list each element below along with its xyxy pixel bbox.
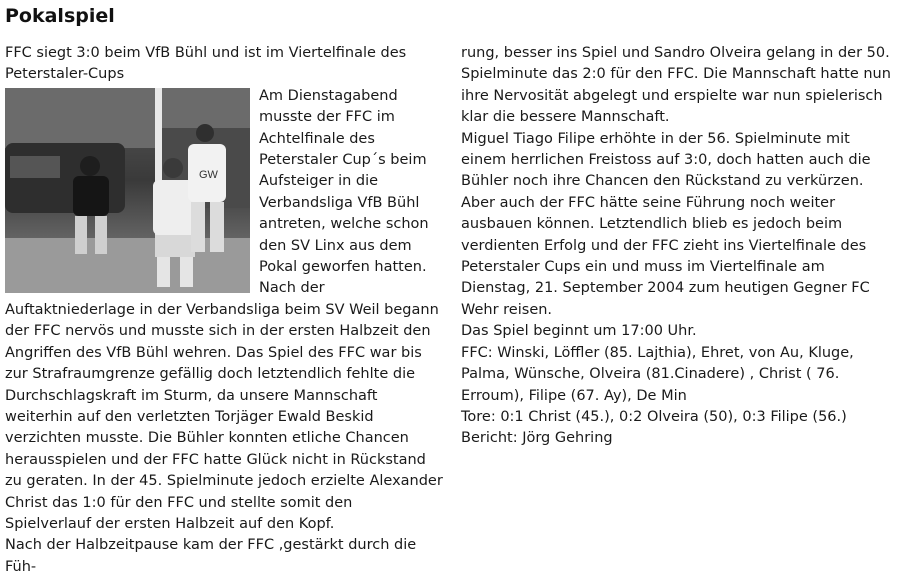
goals: Tore: 0:1 Christ (45.), 0:2 Olveira (50), 0:3 Filipe (56.) <box>461 408 847 425</box>
article-body-right-1: rung, besser ins Spiel und Sandro Olveira gelang in der 50. Spielminute das 2:0 für den FFC. Die Mannschaft hatte nun ihre Nervosität abgelegt und erspielte war nun spielerisch klar die bessere Mannschaft. <box>461 45 891 126</box>
article-column-left <box>5 43 443 578</box>
article-column-right <box>461 43 897 450</box>
article-body-left: Am Dienstagabend musste der FFC im Achtelfinale des Peterstaler Cup´s beim Aufsteiger in die Verbandsliga VfB Bühl antreten, welche schon den SV Linx aus dem Pokal geworfen hatten. Nach der Auftaktniederlage in der Verbandsliga beim SV Weil begann der FFC nervös und musste sich in der ersten Halbzeit den Angriffen des VfB Bühl wehren. Das Spiel des FFC war bis zur Strafraumgrenze gefällig doch letztendlich fehlte die Durchschlagskraft im Sturm, da unsere Mannschaft weiterhin auf den verletzten Torjäger Ewald Beskid verzichten musste. Die Bühler konnten etliche Chancen herausspielen und der FFC hatte Glück nicht in Rückstand zu geraten. In der 45. Spielminute jedoch erzielte Alexander Christ das 1:0 für den FFC und stellte somit den Spielverlauf der ersten Halbzeit auf den Kopf. <box>5 87 443 532</box>
kickoff-time: Das Spiel beginnt um 17:00 Uhr. <box>461 323 697 340</box>
report-author: Bericht: Jörg Gehring <box>461 430 613 447</box>
article-headline: Pokalspiel <box>5 5 115 27</box>
article-body-right-2: Miguel Tiago Filipe erhöhte in der 56. Spielminute mit einem herrlichen Freistoss auf 3:0, doch hatten auch die Bühler noch ihre Chancen den Rückstand zu verkürzen. Aber auch der FFC hätte seine Führung noch weiter ausbauen können. Letztendlich blieb es jedoch beim verdienten Erfolg und der FFC zieht ins Viertelfinale des Peterstaler Cups ein und muss im Viertelfinale am Dienstag, 21. September 2004 zum heutigen Gegner FC Wehr reisen. <box>461 130 871 318</box>
article-body-left-end: Nach der Halbzeitpause kam der FFC ,gestärkt durch die Füh- <box>5 537 417 575</box>
match-photo <box>5 88 250 293</box>
shirt-sponsor-text: GW <box>199 168 218 181</box>
article-subheadline: FFC siegt 3:0 beim VfB Bühl und ist im Viertelfinale des Peterstaler-Cups <box>5 45 407 83</box>
lineup: FFC: Winski, Löffler (85. Lajthia), Ehret, von Au, Kluge, Palma, Wünsche, Olveira (81.Cinadere) , Christ ( 76. Erroum), Filipe (67. Ay), De Min <box>461 344 854 404</box>
